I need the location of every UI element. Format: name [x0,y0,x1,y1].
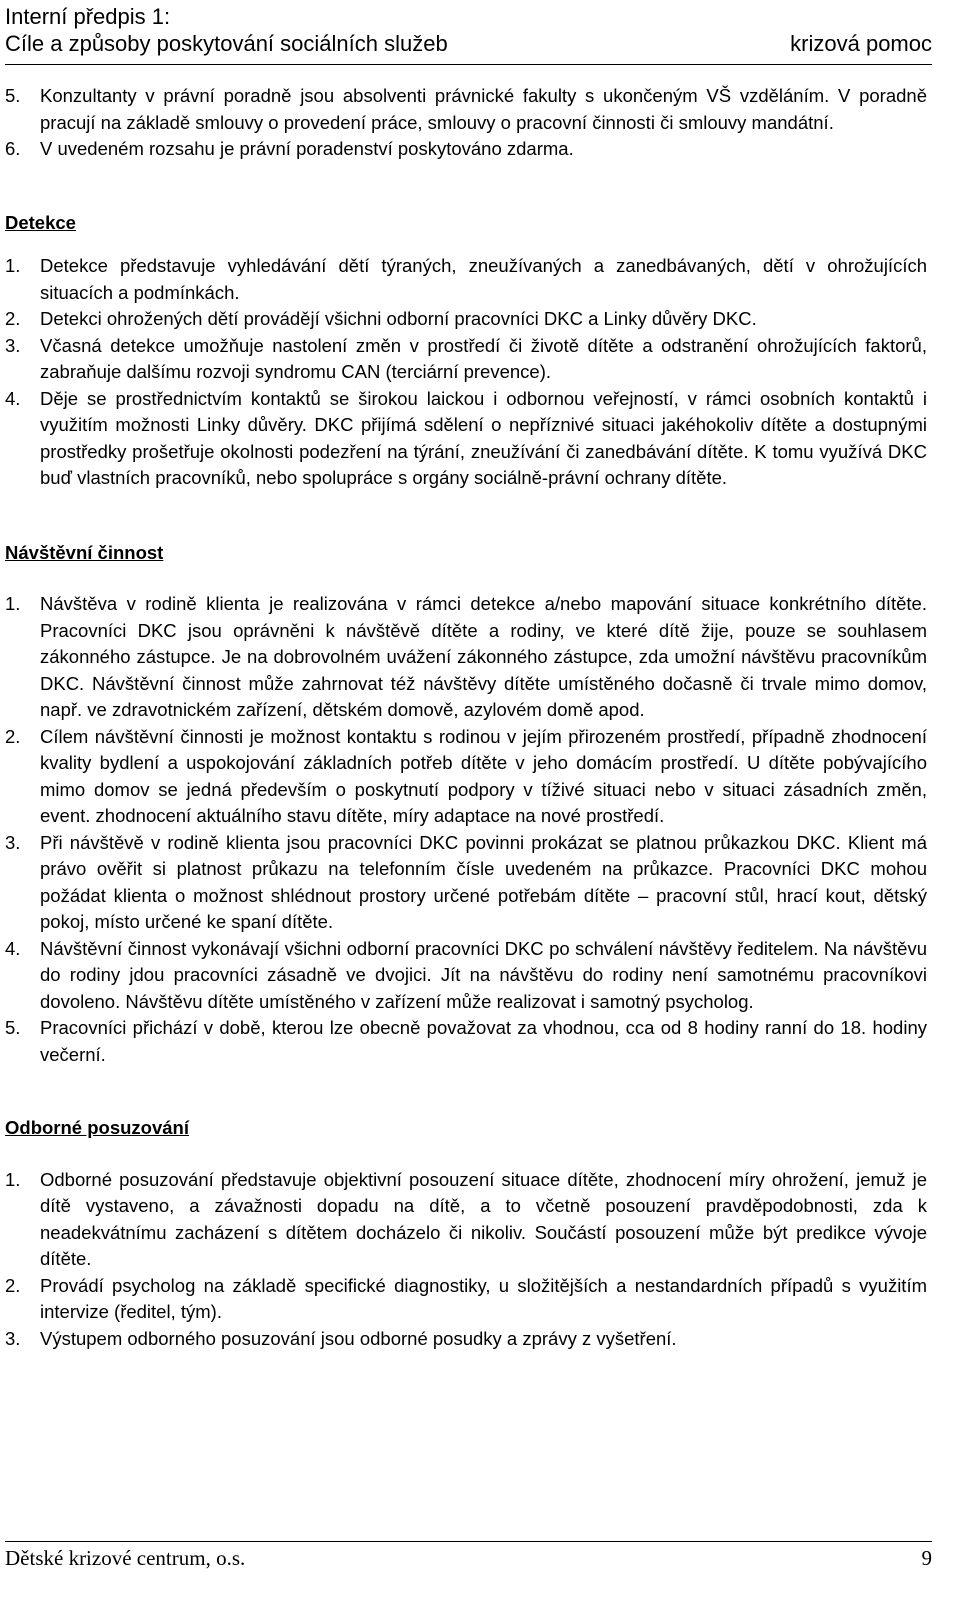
list-item [5,253,927,306]
section-heading: Návštěvní činnost [5,541,164,563]
item-number: 5. [5,85,21,106]
item-text: Výstupem odborného posuzování jsou odborné posudky a zprávy z vyšetření. [40,1327,677,1349]
item-number: 2. [5,308,21,329]
header-category: krizová pomoc [790,31,932,56]
item-text: Provádí psycholog na základě specifické diagnostiky, u složitějších a nestandardních případů s využitím intervize (ředitel, tým). [40,1274,927,1322]
item-number: 5. [5,1017,21,1038]
item-number: 6. [5,138,21,159]
item-text: Při návštěvě v rodině klienta jsou pracovníci DKC povinni prokázat se platnou průkazkou DKC. Klient má právo ověřit si platnost průkazu na telefonním čísle uvedeném na průkazce. Pracovníci DKC mohou požádat klienta o možnost shlédnout prostory určené potřebám dítěte – pracovní stůl, hrací kout, dětský pokoj, místo určené ke spaní dítěte. [40,831,927,932]
section-odborne-posuzovani [5,1115,927,1352]
section-detekce [5,210,927,492]
item-text: Pracovníci přichází v době, kterou lze obecně považovat za vhodnou, cca od 8 hodiny ranní do 18. hodiny večerní. [40,1017,927,1065]
list-item [5,83,927,136]
list-item [5,306,927,333]
page-footer [5,1541,932,1582]
document-body [5,83,927,1352]
item-text: Děje se prostřednictvím kontaktů se širokou laickou i odbornou veřejností, v rámci osobních kontaktů i využitím možnosti Linky důvěry. DKC přijímá sdělení o nepříznivé situaci jakéhokoliv dítěte a dostupnými prostředky prošetřuje okolnosti podezření na týrání, zneužívání či zanedbávání dítěte. K tomu využívá DKC buď vlastních pracovníků, nebo spolupráce s orgány sociálně-právní ochrany dítěte. [40,387,927,488]
header-title: Interní předpis 1: [5,4,171,29]
list-item [5,333,927,386]
item-text: Návštěvní činnost vykonávají všichni odborní pracovníci DKC po schválení návštěvy ředitelem. Na návštěvu do rodiny jdou pracovníci zásadně ve dvojici. Jít na návštěvu do rodiny není samotnému pracovníkovi dovoleno. Návštěvu dítěte umístěného v zařízení může realizovat i samotný psycholog. [40,937,927,1012]
item-number: 2. [5,1274,21,1296]
list-item [5,1273,927,1326]
section-heading: Odborné posuzování [5,1117,189,1138]
list-item [5,1326,927,1353]
item-text: Odborné posuzování představuje objektivní posouzení situace dítěte, zhodnocení míry ohrožení, jemuž je dítě vystaveno, a závažnosti dopadu na dítě, a to včetně posouzení pravděpodobnosti, zda k neadekvátnímu zacházení s dítětem docházelo či nikoliv. Součástí posouzení může být predikce vývoje dítěte. [40,1168,927,1269]
footer-organization: Dětské krizové centrum, o.s. [5,1546,246,1570]
item-number: 4. [5,937,21,959]
list-item [5,591,927,724]
section-list [5,253,927,492]
item-text: V uvedeném rozsahu je právní poradenství poskytováno zdarma. [40,138,574,159]
item-number: 1. [5,593,21,614]
item-number: 3. [5,1327,21,1349]
intro-list [5,83,927,163]
item-number: 2. [5,725,21,747]
list-item [5,386,927,492]
page-number: 9 [921,1546,932,1570]
header-subtitle: Cíle a způsoby poskytování sociálních služeb [5,31,448,56]
item-text: Konzultanty v právní poradně jsou absolventi právnické fakulty s ukončeným VŠ vzděláním. V poradně pracují na základě smlouvy o provedení práce, smlouvy o pracovní činnosti či smlouvy mandátní. [40,85,927,133]
item-number: 4. [5,387,21,409]
section-list [5,1167,927,1353]
list-item [5,136,927,163]
section-list [5,591,927,1068]
list-item [5,1167,927,1273]
list-item [5,1015,927,1068]
section-heading: Detekce [5,211,76,233]
item-number: 1. [5,255,21,276]
item-text: Návštěva v rodině klienta je realizována v rámci detekce a/nebo mapování situace konkrétního dítěte. Pracovníci DKC jsou oprávněni k návštěvě dítěte a rodiny, ve které dítě žije, pouze se souhlasem zákonného zástupce. Je na dobrovolném uvážení zákonného zástupce, zda umožní návštěvu pracovníkům DKC. Návštěvní činnost může zahrnovat též návštěvy dítěte umístěného dočasně či trvale mimo domov, např. ve zdravotnickém zařízení, dětském domově, azylovém domě apod. [40,593,927,720]
item-text: Cílem návštěvní činnosti je možnost kontaktu s rodinou v jejím přirozeném prostředí, případně zhodnocení kvality bydlení a uspokojování základních potřeb dítěte v jeho domácím prostředí. U dítěte pobývajícího mimo domov se jedná především o poskytnutí podpory v tíživé situaci nebo v situaci zásadních změn, event. zhodnocení aktuálního stavu dítěte, míry adaptace na nové prostředí. [40,725,927,826]
item-number: 3. [5,334,21,356]
item-number: 3. [5,831,21,853]
section-navstevni-cinnost [5,540,927,1069]
page-header [5,0,932,65]
item-text: Detekci ohrožených dětí provádějí všichni odborní pracovníci DKC a Linky důvěry DKC. [40,308,757,329]
list-item [5,936,927,1016]
item-text: Včasná detekce umožňuje nastolení změn v prostředí či životě dítěte a odstranění ohrožujících faktorů, zabraňuje dalšímu rozvoji syndromu CAN (terciární prevence). [40,334,927,382]
item-number: 1. [5,1168,21,1190]
list-item [5,830,927,936]
list-item [5,724,927,830]
item-text: Detekce představuje vyhledávání dětí týraných, zneužívaných a zanedbávaných, dětí v ohrožujících situacích a podmínkách. [40,255,927,303]
